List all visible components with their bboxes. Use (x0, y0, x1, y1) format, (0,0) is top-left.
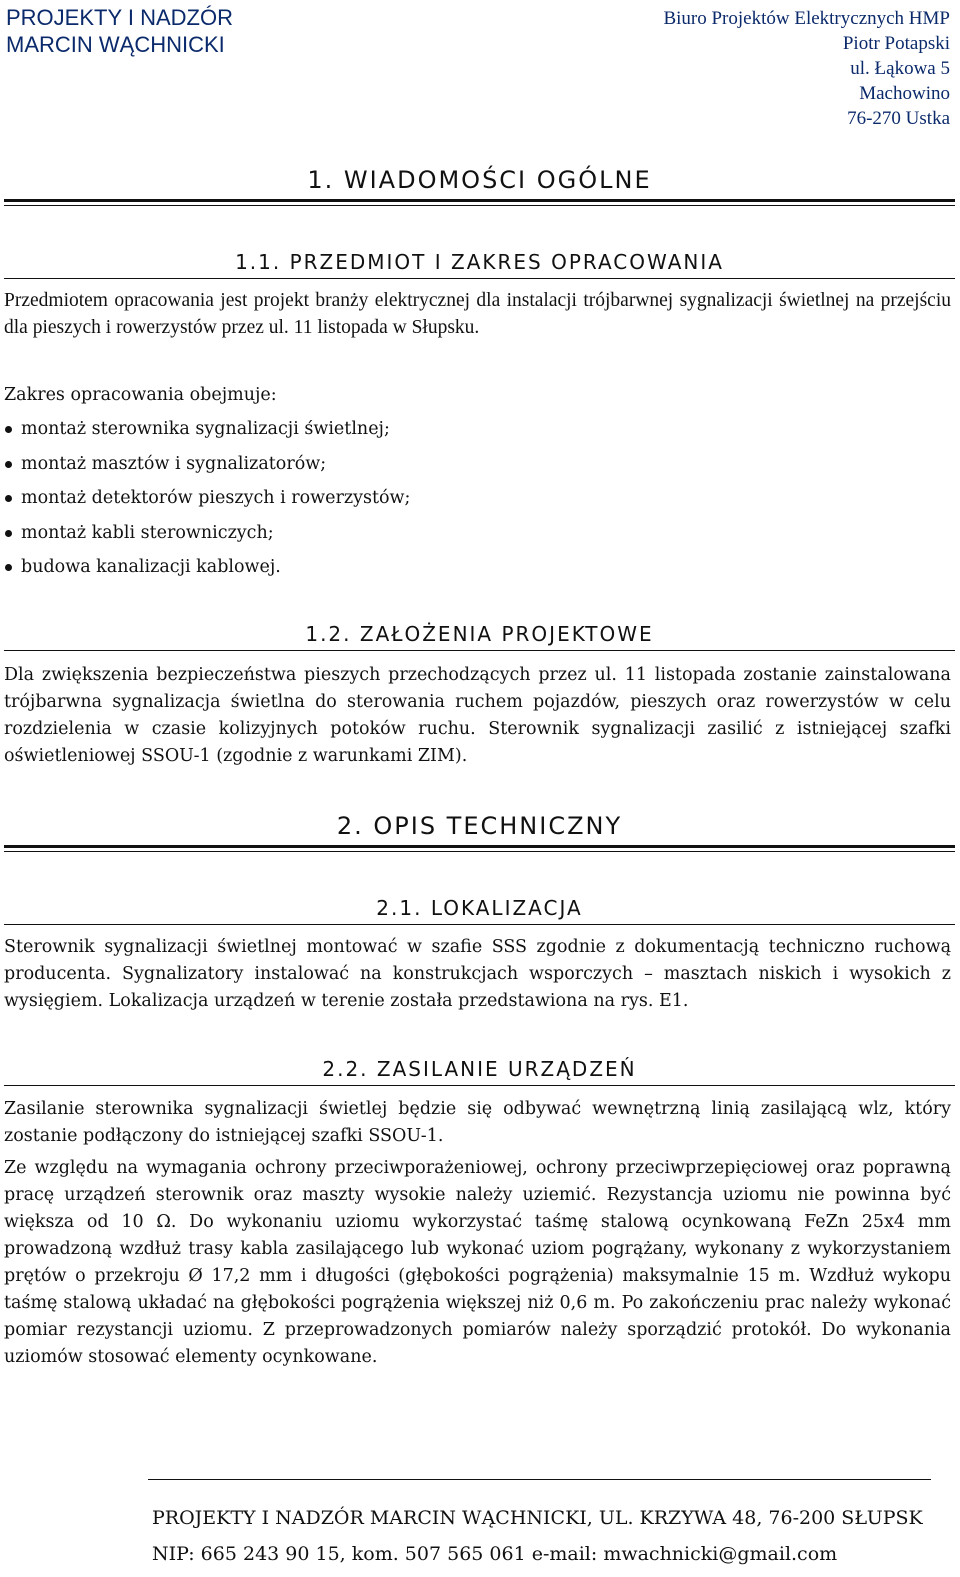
office-line: 76-270 Ustka (847, 108, 950, 129)
subsection-1-2-title: 1.2. ZAŁOŻENIA PROJEKTOWE (305, 622, 654, 646)
section-1-title: 1. WIADOMOŚCI OGÓLNE (307, 166, 652, 194)
company-name-line2: MARCIN WĄCHNICKI (6, 32, 225, 57)
heading-rule (4, 924, 955, 925)
subsection-1-1-heading (4, 250, 955, 279)
office-header-right (663, 6, 950, 131)
office-line: Biuro Projektów Elektrycznych HMP (663, 8, 950, 29)
scope-list (4, 412, 904, 585)
office-line: Piotr Potapski (842, 33, 950, 54)
power-supply-paragraph-2: Ze względu na wymagania ochrony przeciwporażeniowej, ochrony przeciwprzepięciowej oraz poprawną pracę urządzeń sterownik oraz maszty wysokie należy uziemić. Rezystancja uziomu nie powinna być większa od 10 Ω. Do wykonaniu uziomu wykorzystać taśmę stalową ocynkowaną FeZn 25x4 mm prowadzoną wzdłuż trasy kabla zasilającego lub wykonać uziom pogrążany, wykonany z wykorzystaniem prętów o przekroju Ø 17,2 mm i długości (głębokości pogrążenia) maksymalnie 15 m. Wzdłuż wykopu taśmę stalową układać na głębokości pogrążenia większej niż 0,6 m. Po zakończeniu prac należy wykonać pomiar rezystancji uziomu. Z przeprowadzonych pomiarów należy sporządzić protokół. Do wykonania uziomów stosować elementy ocynkowane. (4, 1158, 951, 1367)
power-supply-paragraph-1: Zasilanie sterownika sygnalizacji świetlej będzie się odbywać wewnętrzną linią zasilającą wlz, który zostanie podłączony do istniejącej szafki SSOU-1. (4, 1099, 951, 1146)
scope-intro: Zakres opracowania obejmuje: (4, 385, 277, 405)
company-name-line1: PROJEKTY I NADZÓR (6, 5, 233, 30)
footer-address: PROJEKTY I NADZÓR MARCIN WĄCHNICKI, UL. KRZYWA 48, 76-200 SŁUPSK (152, 1507, 923, 1529)
section-1-heading (4, 166, 955, 206)
office-line: ul. Łąkowa 5 (850, 58, 950, 79)
heading-rule (4, 278, 955, 279)
bullet-icon (5, 461, 12, 468)
subsection-2-1-heading (4, 896, 955, 925)
subject-paragraph: Przedmiotem opracowania jest projekt branży elektrycznej dla instalacji trójbarwnej sygnalizacji świetlnej na przejściu dla pieszych i rowerzystów przez ul. 11 listopada w Słupsku. (4, 290, 951, 338)
subsection-2-2-title: 2.2. ZASILANIE URZĄDZEŃ (322, 1057, 637, 1081)
heading-rule (4, 650, 955, 651)
list-item: montaż detektorów pieszych i rowerzystów; (4, 481, 904, 516)
footer-rule (148, 1479, 931, 1480)
subsection-2-2-heading (4, 1057, 955, 1086)
heading-rule (4, 845, 955, 852)
list-item: montaż kabli sterowniczych; (4, 516, 904, 551)
bullet-icon (5, 426, 12, 433)
subsection-1-1-title: 1.1. PRZEDMIOT I ZAKRES OPRACOWANIA (235, 250, 724, 274)
section-2-title: 2. OPIS TECHNICZNY (336, 812, 623, 840)
design-assumptions-paragraph: Dla zwiększenia bezpieczeństwa pieszych przechodzących przez ul. 11 listopada zostanie zainstalowana trójbarwna sygnalizacja świetlna do sterowania ruchem pojazdów, pieszych oraz rowerzystów w celu rozdzielenia w czasie kolizyjnych potoków ruchu. Sterownik sygnalizacji zasilić z istniejącej szafki oświetleniowej SSOU-1 (zgodnie z warunkami ZIM). (4, 665, 951, 766)
company-header-left (6, 4, 233, 58)
heading-rule (4, 199, 955, 206)
bullet-icon (5, 530, 12, 537)
footer-contact: NIP: 665 243 90 15, kom. 507 565 061 e-mail: mwachnicki@gmail.com (152, 1543, 838, 1565)
section-2-heading (4, 812, 955, 852)
bullet-icon (5, 564, 12, 571)
list-item: montaż sterownika sygnalizacji świetlnej; (4, 412, 904, 447)
list-item: budowa kanalizacji kablowej. (4, 550, 904, 585)
subsection-1-2-heading (4, 622, 955, 651)
heading-rule (4, 1085, 955, 1086)
location-paragraph: Sterownik sygnalizacji świetlnej montować w szafie SSS zgodnie z dokumentacją techniczno ruchową producenta. Sygnalizatory instalować na konstrukcjach wsporczych – masztach niskich i wysokich z wysięgiem. Lokalizacja urządzeń w terenie została przedstawiona na rys. E1. (4, 937, 951, 1011)
list-item: montaż masztów i sygnalizatorów; (4, 447, 904, 482)
bullet-icon (5, 495, 12, 502)
subsection-2-1-title: 2.1. LOKALIZACJA (376, 896, 583, 920)
office-line: Machowino (859, 83, 950, 104)
